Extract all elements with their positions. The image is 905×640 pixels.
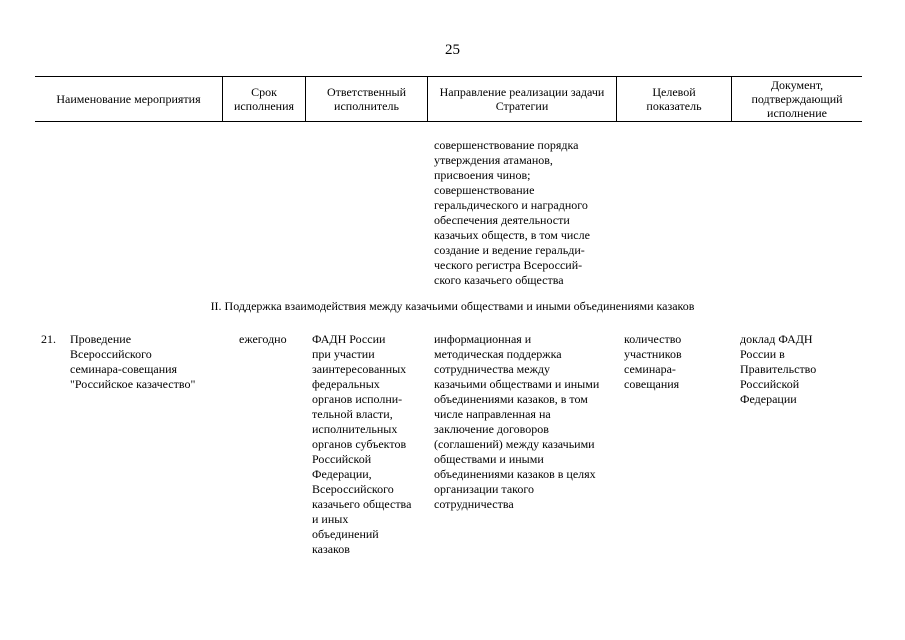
- table-header: [35, 76, 862, 122]
- term: ежегодно: [239, 332, 287, 346]
- header-event-name: Наименование мероприятия: [56, 92, 201, 106]
- continuation-text: совершенствование порядка утверждения атаманов, присвоения чинов; совершенствование геральдического и наградного обеспечения деятельности казачьих обществ, в том числе создание и ведение геральди- ческого регистра Всероссий- ского казачьего общества: [434, 138, 590, 287]
- event-name: Проведение Всероссийского семинара-совещания "Российское казачество": [70, 332, 196, 391]
- document: доклад ФАДН России в Правительство Российской Федерации: [740, 332, 817, 406]
- header-document: Документ, подтверждающий исполнение: [751, 78, 843, 120]
- direction: информационная и методическая поддержка сотрудничества между казачьими обществами и иными объединениями казаков, в том числе направленная на заключение договоров (соглашений) между казачьими обществами и иными объединениями казаков в целях организации такого сотрудничества: [434, 332, 600, 511]
- section-title: II. Поддержка взаимодействия между казачьими обществами и иными объединениями казаков: [210, 299, 695, 313]
- executor: ФАДН России при участии заинтересованных федеральных органов исполни- тельной власти, исполнительных органов субъектов Российской Федерации, Всероссийского казачьего общества и иных объединений казаков: [312, 332, 412, 556]
- indicator: количество участников семинара- совещания: [624, 332, 682, 391]
- header-direction: Направление реализации задачи Стратегии: [439, 85, 605, 113]
- header-term: Срок исполнения: [233, 85, 295, 113]
- page-number: 25: [445, 42, 460, 58]
- header-executor: Ответственный исполнитель: [326, 85, 407, 113]
- row-number: 21.: [41, 332, 56, 346]
- header-indicator: Целевой показатель: [646, 85, 702, 113]
